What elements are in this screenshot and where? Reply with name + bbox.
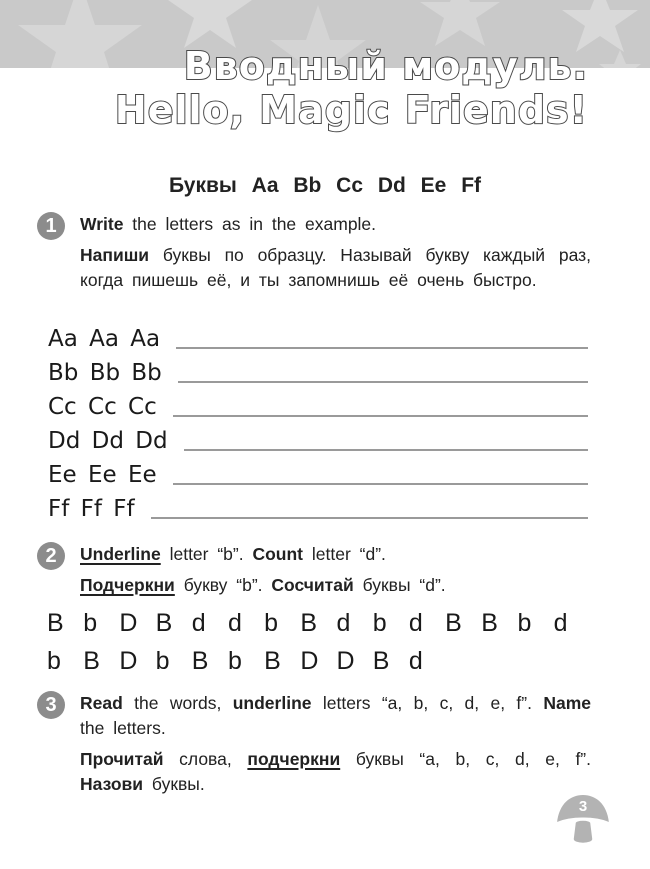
instruction-en: Write the letters as in the example. — [80, 214, 377, 234]
letter[interactable]: D — [119, 646, 138, 675]
letter[interactable]: b — [83, 608, 98, 637]
letter[interactable]: d — [227, 608, 242, 637]
letter[interactable]: B — [372, 646, 390, 675]
instruction-ru: Подчеркни букву “b”. Сосчитай буквы “d”. — [80, 575, 446, 595]
exercise-1 — [37, 212, 591, 293]
exercise-number-badge: 3 — [37, 691, 65, 719]
letter[interactable]: D — [336, 646, 355, 675]
page-title — [115, 44, 588, 132]
writing-line[interactable] — [184, 449, 588, 451]
letter[interactable]: B — [155, 608, 173, 637]
letter-grid — [47, 604, 607, 680]
letter-row-2 — [47, 642, 607, 680]
letter[interactable]: B — [83, 646, 100, 675]
title-line-ru: Вводный модуль. — [183, 44, 588, 88]
page-number-marker — [555, 793, 611, 854]
letter[interactable]: b — [155, 646, 170, 675]
writing-line[interactable] — [173, 415, 588, 417]
letter-row-1 — [47, 604, 607, 642]
instruction-ru: Напиши буквы по образцу. Называй букву каждый раз, когда пишешь её, и ты запомнишь её очень быстро. — [80, 245, 591, 290]
letter[interactable]: B — [300, 608, 317, 637]
letter[interactable]: d — [191, 608, 206, 637]
letter[interactable]: d — [336, 608, 351, 637]
letter[interactable]: d — [408, 608, 423, 637]
letter[interactable]: b — [264, 608, 279, 637]
exercise-3 — [37, 691, 591, 797]
mushroom-icon — [555, 793, 611, 849]
instruction-ru: Прочитай слова, подчеркни буквы “a, b, c, d, e, f”. Назови буквы. — [80, 749, 591, 794]
writing-practice — [48, 320, 588, 524]
letter[interactable]: B — [481, 608, 498, 637]
section-title: Буквы Aa Bb Cc Dd Ee Ff — [168, 174, 482, 197]
letter[interactable]: b — [372, 608, 387, 637]
exercise-number-badge: 2 — [37, 542, 65, 570]
letter[interactable]: b — [517, 608, 532, 637]
letter[interactable]: b — [227, 646, 242, 675]
letter[interactable]: B — [445, 608, 462, 637]
letter[interactable]: B — [264, 646, 281, 675]
letter[interactable]: D — [300, 646, 319, 675]
letter[interactable]: B — [47, 608, 64, 637]
letter[interactable]: d — [408, 646, 423, 675]
writing-row-c: Cc Cc Cc — [48, 388, 588, 422]
writing-row-e: Ee Ee Ee — [48, 456, 588, 490]
instruction-en: Underline letter “b”. Count letter “d”. — [80, 544, 386, 564]
writing-line[interactable] — [176, 347, 588, 349]
exercise-2 — [37, 542, 591, 598]
letter[interactable]: B — [191, 646, 209, 675]
exercise-number-badge: 1 — [37, 212, 65, 240]
writing-row-f: Ff Ff Ff — [48, 490, 588, 524]
writing-row-d: Dd Dd Dd — [48, 422, 588, 456]
letter[interactable]: D — [119, 608, 138, 637]
letter[interactable]: d — [553, 608, 568, 637]
title-line-en: Hello, Magic Friends! — [114, 88, 588, 132]
instruction-en: Read the words, underline letters “a, b, c, d, e, f”. Name the letters. — [80, 693, 592, 738]
svg-text:3: 3 — [578, 798, 588, 815]
letter[interactable]: b — [47, 646, 61, 675]
writing-row-b: Bb Bb Bb — [48, 354, 588, 388]
writing-line[interactable] — [178, 381, 588, 383]
writing-line[interactable] — [151, 517, 588, 519]
writing-line[interactable] — [173, 483, 588, 485]
writing-row-a: Aa Aa Aa — [48, 320, 588, 354]
